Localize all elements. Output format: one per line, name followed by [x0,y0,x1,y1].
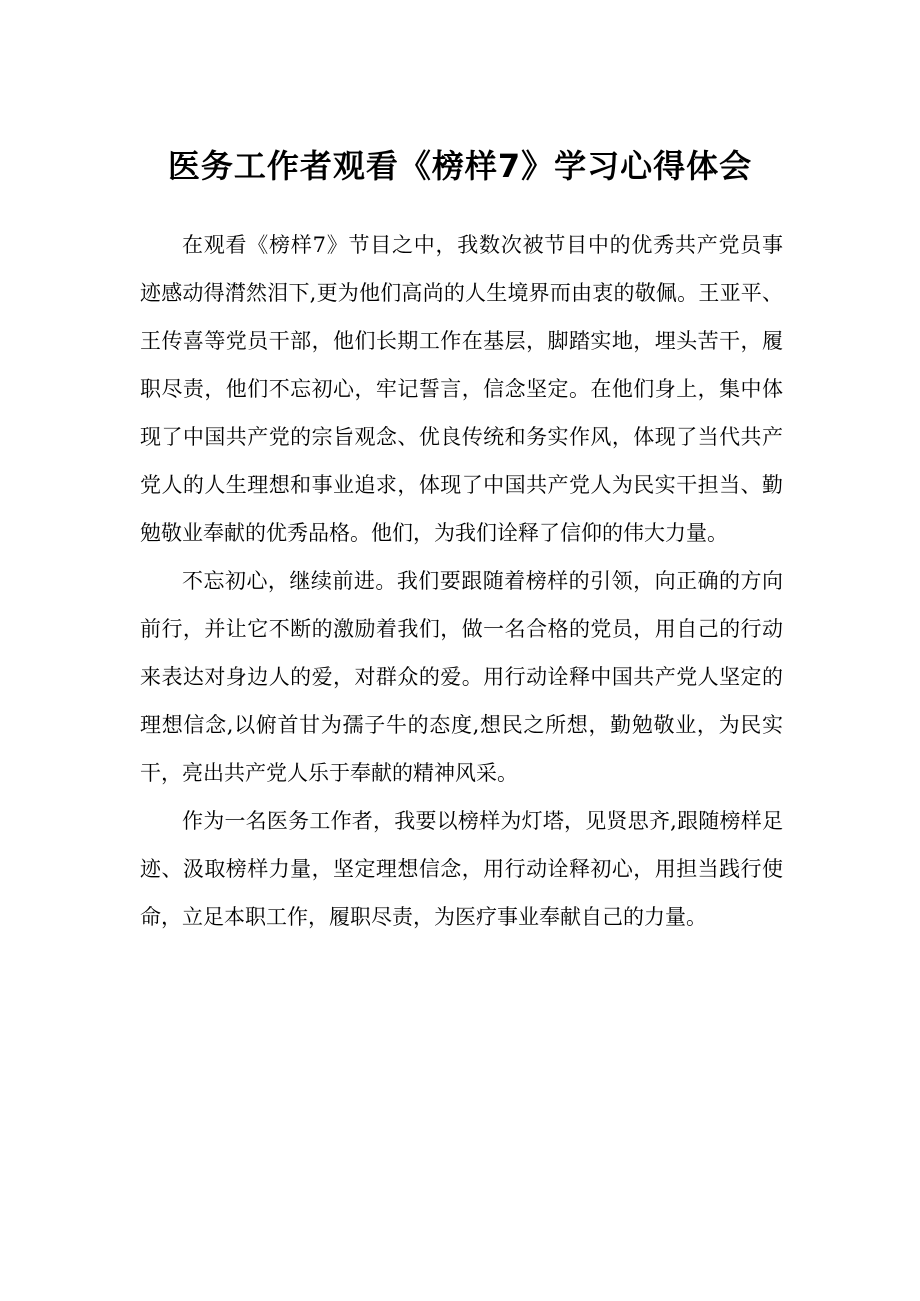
document-body [140,221,783,941]
document-title: 医务工作者观看《榜样7》学习心得体会 [167,147,753,185]
paragraph-1: 在观看《榜样7》节目之中，我数次被节目中的优秀共产党员事迹感动得潸然泪下,更为他们高尚的人生境界而由衷的敬佩。王亚平、王传喜等党员干部，他们长期工作在基层，脚踏实地，埋头苦干，履职尽责，他们不忘初心，牢记誓言，信念坚定。在他们身上，集中体现了中国共产党的宗旨观念、优良传统和务实作风，体现了当代共产党人的人生理想和事业追求，体现了中国共产党人为民实干担当、勤勉敬业奉献的优秀品格。他们，为我们诠释了信仰的伟大力量。 [140,233,783,545]
paragraph-2: 不忘初心，继续前进。我们要跟随着榜样的引领，向正确的方向前行，并让它不断的激励着我们，做一名合格的党员，用自己的行动来表达对身边人的爱，对群众的爱。用行动诠释中国共产党人坚定的理想信念,以俯首甘为孺子牛的态度,想民之所想，勤勉敬业，为民实干，亮出共产党人乐于奉献的精神风采。 [140,569,783,785]
paragraph-3: 作为一名医务工作者，我要以榜样为灯塔，见贤思齐,跟随榜样足迹、汲取榜样力量，坚定理想信念，用行动诠释初心，用担当践行使命，立足本职工作，履职尽责，为医疗事业奉献自己的力量。 [140,809,783,929]
